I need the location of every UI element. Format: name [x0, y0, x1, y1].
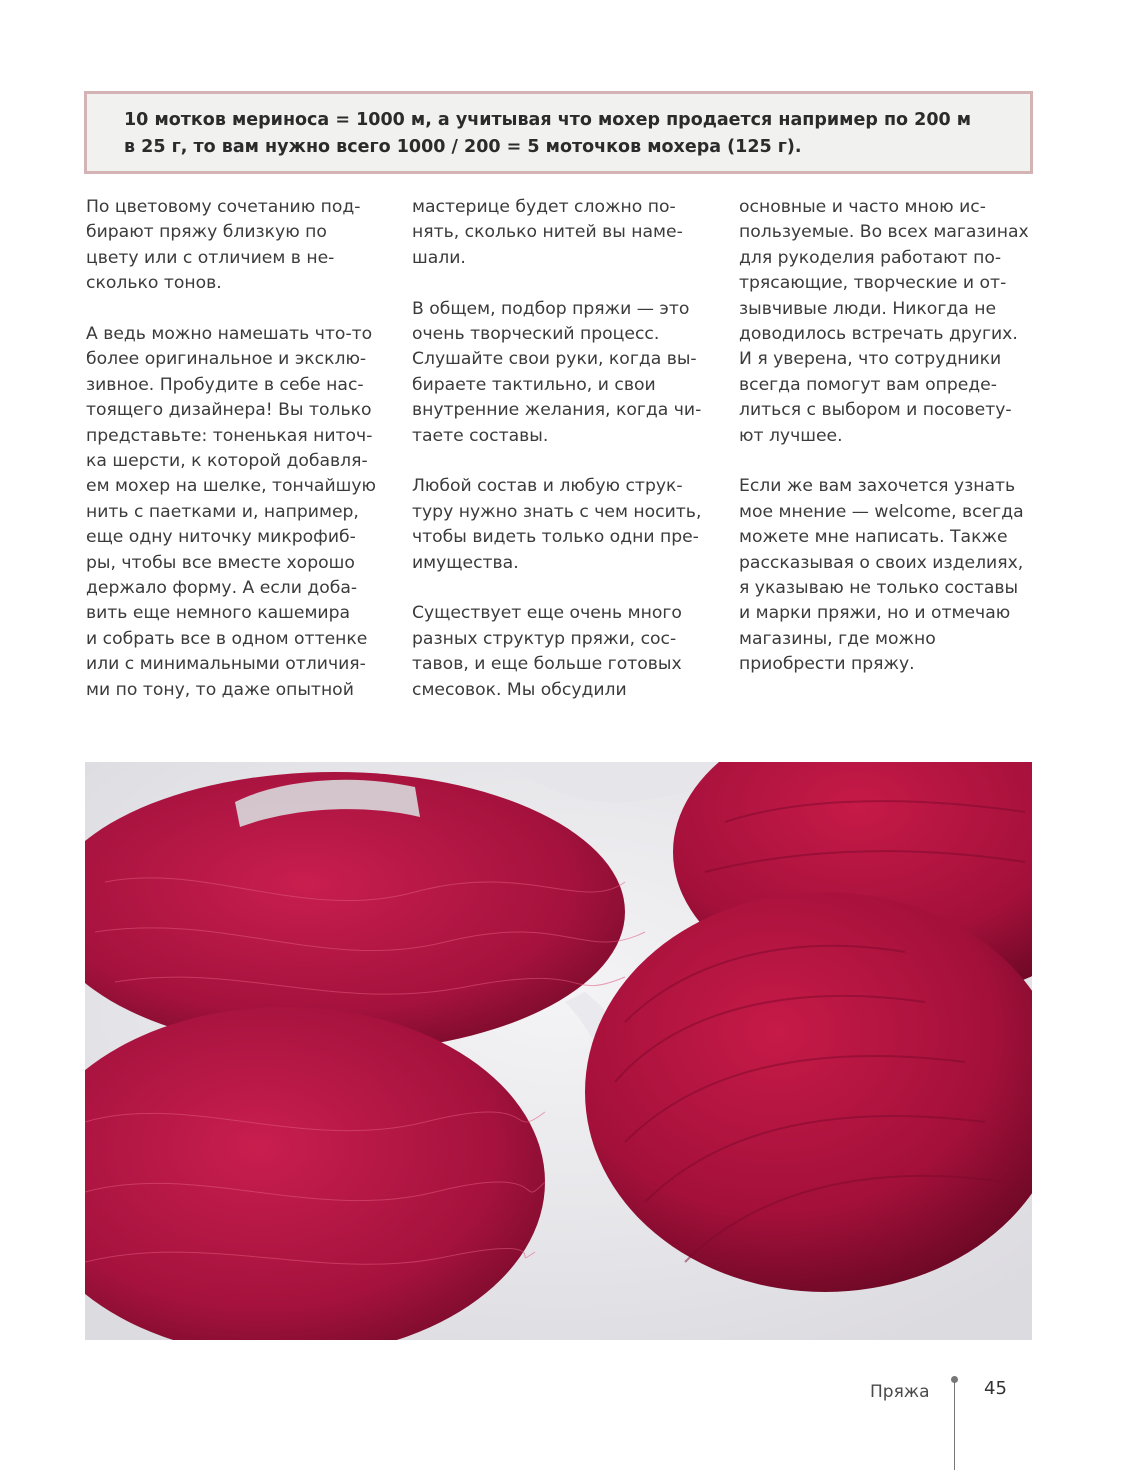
text-line: Существует еще очень много	[412, 603, 682, 624]
text-line: туру нужно знать с чем носить,	[412, 501, 702, 522]
text-line: Слушайте свои руки, когда вы-	[412, 349, 697, 370]
text-line: А ведь можно намешать что-то	[86, 324, 373, 345]
text-line: сколько тонов.	[86, 273, 222, 294]
text-line: трясающие, творческие и от-	[739, 273, 1007, 294]
text-line: ры, чтобы все вместе хорошо	[86, 552, 355, 573]
text-line: доводилось встречать других.	[739, 324, 1018, 345]
text-line: магазины, где можно	[739, 628, 936, 649]
text-line: смесовок. Мы обсудили	[412, 679, 627, 700]
callout-line: 10 мотков мериноса = 1000 м, а учитывая что мохер продается например по 200 м	[124, 110, 972, 130]
text-line: и марки пряжи, но и отмечаю	[739, 603, 1011, 624]
text-line: цвету или с отличием в не-	[86, 247, 335, 268]
callout-box	[84, 91, 1033, 174]
text-line: ми по тону, то даже опытной	[86, 679, 354, 700]
yarn-photo	[85, 762, 1032, 1340]
text-line: зивное. Пробудите в себе нас-	[86, 374, 364, 395]
paragraph	[86, 322, 386, 703]
text-line: основные и часто мною ис-	[739, 197, 986, 217]
text-line: ка шерсти, к которой добавля-	[86, 451, 368, 472]
text-line: я указываю не только составы	[739, 578, 1019, 599]
text-line: ем мохер на шелке, тончайшую	[86, 476, 376, 497]
text-line: ют лучшее.	[739, 425, 843, 446]
text-line: В общем, подбор пряжи — это	[412, 298, 690, 319]
paragraph	[412, 601, 712, 703]
page-number: 45	[984, 1378, 1007, 1399]
text-line: тоящего дизайнера! Вы только	[86, 400, 372, 421]
paragraph	[412, 474, 712, 576]
text-line: бираете тактильно, и свои	[412, 374, 656, 395]
text-line: держало форму. А если доба-	[86, 578, 358, 599]
footer-divider	[954, 1380, 955, 1470]
text-line: мое мнение — welcome, всегда	[739, 501, 1024, 522]
text-line: разных структур пряжи, сос-	[412, 628, 677, 649]
text-line: рассказывая о своих изделиях,	[739, 552, 1024, 573]
paragraph	[86, 195, 386, 297]
text-line: бирают пряжу близкую по	[86, 222, 327, 243]
text-line: И я уверена, что сотрудники	[739, 349, 1002, 370]
text-line: нять, сколько нитей вы наме-	[412, 222, 683, 243]
text-line: имущества.	[412, 552, 519, 573]
text-line: Если же вам захочется узнать	[739, 476, 1016, 497]
text-line: литься с выбором и посовету-	[739, 400, 1012, 421]
text-line: очень творческий процесс.	[412, 324, 660, 345]
text-line: мастерице будет сложно по-	[412, 197, 676, 217]
text-line: внутренние желания, когда чи-	[412, 400, 702, 421]
text-line: или с минимальными отличия-	[86, 654, 366, 675]
text-column-1	[86, 195, 386, 703]
text-line: всегда помогут вам опреде-	[739, 374, 997, 395]
text-line: можете мне написать. Также	[739, 527, 1008, 548]
text-line: нить с паетками и, например,	[86, 501, 359, 522]
text-line: тавов, и еще больше готовых	[412, 654, 682, 675]
text-line: для рукоделия работают по-	[739, 247, 1002, 268]
text-line: еще одну ниточку микрофиб-	[86, 527, 356, 548]
paragraph	[412, 195, 712, 271]
callout-line: в 25 г, то вам нужно всего 1000 / 200 = 5 моточков мохера (125 г).	[124, 137, 802, 157]
paragraph	[739, 474, 1039, 677]
text-line: зывчивые люди. Никогда не	[739, 298, 997, 319]
text-line: шали.	[412, 247, 466, 268]
text-line: чтобы видеть только одни пре-	[412, 527, 699, 548]
text-line: более оригинальное и эксклю-	[86, 349, 367, 370]
section-title: Пряжа	[870, 1382, 930, 1402]
text-column-3	[739, 195, 1039, 678]
text-line: По цветовому сочетанию под-	[86, 197, 361, 217]
text-line: приобрести пряжу.	[739, 654, 915, 675]
text-line: таете составы.	[412, 425, 549, 446]
text-column-2	[412, 195, 712, 703]
callout-text	[124, 107, 1004, 161]
text-line: вить еще немного кашемира	[86, 603, 351, 624]
text-line: пользуемые. Во всех магазинах	[739, 222, 1029, 243]
paragraph	[412, 297, 712, 449]
paragraph	[739, 195, 1039, 449]
text-line: Любой состав и любую струк-	[412, 476, 683, 497]
text-line: представьте: тоненькая ниточ-	[86, 425, 373, 446]
text-line: и собрать все в одном оттенке	[86, 628, 368, 649]
